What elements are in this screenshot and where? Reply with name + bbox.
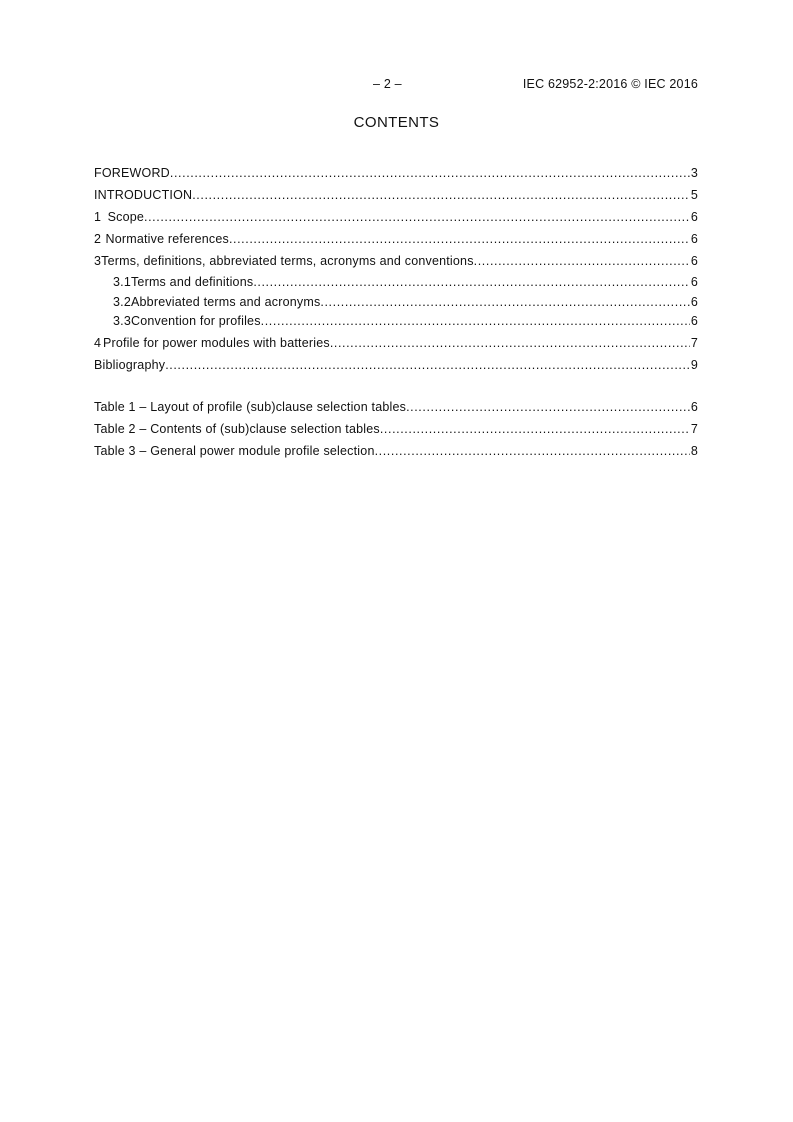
toc-entry-label: Terms and definitions — [130, 275, 254, 289]
toc-entry-number: 3 — [94, 254, 102, 268]
table-entry-label: Table 3 – General power module profile selection — [94, 444, 375, 458]
toc-entry-bibliography[interactable] — [94, 350, 698, 372]
toc-entry-page: 6 — [690, 232, 698, 246]
list-of-tables — [94, 392, 698, 458]
table-entry-label: Table 2 – Contents of (sub)clause selection tables — [94, 422, 380, 436]
dot-leader — [253, 275, 690, 289]
toc-entry-page: 6 — [690, 275, 698, 289]
toc-entry-number: 1 — [94, 210, 102, 224]
toc-entry-label: Profile for power modules with batteries — [102, 336, 330, 350]
toc-entry-label: Terms, definitions, abbreviated terms, acronyms and conventions — [101, 254, 474, 268]
toc-entry-profile-power-modules[interactable] — [94, 328, 698, 350]
dot-leader — [330, 336, 690, 350]
toc-entry-page: 6 — [690, 210, 698, 224]
toc-entry-page: 5 — [690, 188, 698, 202]
dot-leader — [170, 166, 690, 180]
toc-entry-number: 3.3 — [113, 314, 131, 328]
toc-entry-foreword[interactable] — [94, 158, 698, 180]
dot-leader — [261, 314, 690, 328]
toc-entry-number: 4 — [94, 336, 102, 350]
toc-entry-label: INTRODUCTION — [94, 188, 193, 202]
toc-entry-number: 2 — [94, 232, 102, 246]
table-entry-3[interactable] — [94, 436, 698, 458]
dot-leader — [165, 358, 690, 372]
table-entry-2[interactable] — [94, 414, 698, 436]
toc-entry-page: 6 — [690, 294, 698, 309]
toc-entry-terms-definitions[interactable] — [94, 246, 698, 268]
toc-entry-abbreviated-terms[interactable] — [94, 289, 698, 309]
toc-entry-label: Normative references — [105, 232, 229, 246]
table-entry-page: 8 — [690, 444, 698, 458]
toc-entry-label: Abbreviated terms and acronyms — [130, 294, 321, 309]
document-id: IEC 62952-2:2016 © IEC 2016 — [522, 77, 698, 91]
toc-entry-page: 9 — [690, 358, 698, 372]
dot-leader — [144, 210, 690, 224]
page-title: CONTENTS — [353, 114, 440, 131]
dot-leader — [320, 295, 689, 309]
table-entry-label: Table 1 – Layout of profile (sub)clause selection tables — [94, 400, 407, 414]
toc-entry-normative-references[interactable] — [94, 224, 698, 246]
toc-entry-number: 3.2 — [113, 294, 131, 309]
toc-entry-label: Bibliography — [94, 358, 166, 372]
dot-leader — [474, 254, 690, 268]
dot-leader — [375, 444, 690, 458]
toc-entry-terms-and-definitions[interactable] — [94, 268, 698, 289]
dot-leader — [192, 188, 690, 202]
toc-entry-label: FOREWORD — [94, 166, 170, 180]
toc-entry-convention-for-profiles[interactable] — [94, 309, 698, 329]
table-entry-page: 7 — [690, 422, 698, 436]
table-entry-1[interactable] — [94, 392, 698, 414]
dot-leader — [406, 400, 690, 414]
toc-entry-scope[interactable] — [94, 202, 698, 224]
toc-entry-label: Scope — [107, 210, 145, 224]
toc-entry-number: 3.1 — [113, 275, 131, 289]
toc-entry-page: 6 — [690, 254, 698, 268]
toc-entry-introduction[interactable] — [94, 180, 698, 202]
table-of-contents — [94, 158, 698, 372]
toc-entry-page: 7 — [690, 336, 698, 350]
dot-leader — [380, 422, 690, 436]
page-number: – 2 – — [373, 77, 402, 91]
dot-leader — [229, 232, 690, 246]
toc-entry-page: 6 — [690, 314, 698, 328]
table-entry-page: 6 — [690, 400, 698, 414]
toc-entry-page: 3 — [690, 166, 698, 180]
toc-entry-label: Convention for profiles — [130, 314, 261, 328]
